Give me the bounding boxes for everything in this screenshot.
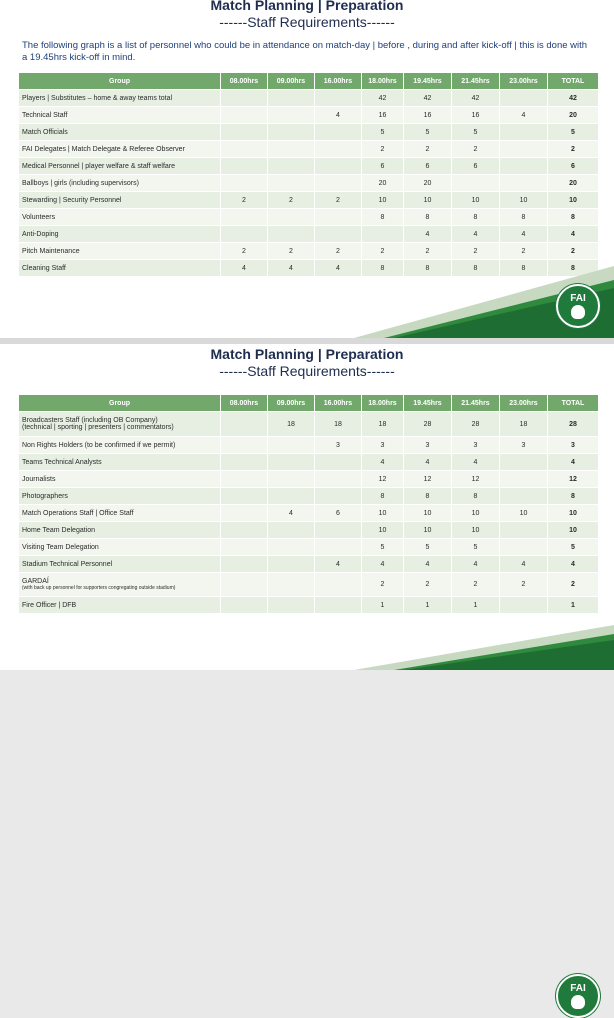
- cell-value: [221, 124, 268, 141]
- cell-value: 28: [452, 412, 500, 437]
- row-group-label: Stadium Technical Personnel: [19, 556, 221, 573]
- cell-value: [500, 488, 548, 505]
- row-total: 8: [548, 260, 599, 277]
- cell-value: [268, 556, 315, 573]
- cell-value: 4: [500, 226, 548, 243]
- cell-value: [268, 107, 315, 124]
- cell-value: [315, 573, 362, 597]
- cell-value: [500, 539, 548, 556]
- column-header: 09.00hrs: [268, 73, 315, 90]
- row-group-label: Anti-Doping: [19, 226, 221, 243]
- cell-value: 5: [362, 124, 404, 141]
- cell-value: 10: [362, 192, 404, 209]
- cell-value: 4: [221, 260, 268, 277]
- cell-value: 18: [500, 412, 548, 437]
- column-header: 08.00hrs: [221, 73, 268, 90]
- cell-value: 2: [362, 573, 404, 597]
- cell-value: [500, 141, 548, 158]
- cell-value: 8: [452, 260, 500, 277]
- cell-value: 4: [404, 226, 452, 243]
- cell-value: 2: [221, 243, 268, 260]
- cell-value: [315, 158, 362, 175]
- table-row: [19, 488, 599, 505]
- cell-value: 42: [362, 90, 404, 107]
- table-row: [19, 573, 599, 597]
- cell-value: 42: [404, 90, 452, 107]
- column-header: 21.45hrs: [452, 395, 500, 412]
- cell-value: 4: [500, 556, 548, 573]
- row-total: 10: [548, 192, 599, 209]
- cell-value: 4: [404, 454, 452, 471]
- slide-title: Match Planning | Preparation: [210, 0, 404, 13]
- cell-value: 10: [404, 505, 452, 522]
- cell-value: 5: [452, 539, 500, 556]
- cell-value: [268, 471, 315, 488]
- table-row: [19, 454, 599, 471]
- cell-value: 3: [404, 437, 452, 454]
- cell-value: [221, 505, 268, 522]
- cell-value: [268, 90, 315, 107]
- staff-table-2: [18, 394, 599, 614]
- cell-value: 2: [452, 243, 500, 260]
- cell-value: [452, 175, 500, 192]
- cell-value: [221, 454, 268, 471]
- cell-value: 2: [452, 573, 500, 597]
- cell-value: 8: [362, 260, 404, 277]
- cell-value: 4: [452, 226, 500, 243]
- cell-value: [268, 158, 315, 175]
- cell-value: 1: [452, 597, 500, 614]
- column-header: 09.00hrs: [268, 395, 315, 412]
- cell-value: 4: [362, 454, 404, 471]
- cell-value: 4: [452, 454, 500, 471]
- column-header: 18.00hrs: [362, 395, 404, 412]
- row-group-label: Journalists: [19, 471, 221, 488]
- row-total: 4: [548, 226, 599, 243]
- cell-value: [500, 124, 548, 141]
- table-row: [19, 471, 599, 488]
- cell-value: 6: [404, 158, 452, 175]
- cell-value: 3: [500, 437, 548, 454]
- cell-value: 8: [404, 488, 452, 505]
- cell-value: [315, 597, 362, 614]
- table-row: [19, 437, 599, 454]
- table-row: [19, 505, 599, 522]
- table-row: [19, 539, 599, 556]
- cell-value: [362, 226, 404, 243]
- row-group-label: Players | Substitutes – home & away teams total: [19, 90, 221, 107]
- table-row: [19, 556, 599, 573]
- cell-value: [221, 412, 268, 437]
- row-total: 5: [548, 124, 599, 141]
- logo-text: FAI: [570, 293, 586, 304]
- column-header: 16.00hrs: [315, 73, 362, 90]
- cell-value: 20: [404, 175, 452, 192]
- cell-value: [221, 209, 268, 226]
- cell-value: 8: [500, 260, 548, 277]
- logo-text: FAI: [570, 983, 586, 994]
- cell-value: [315, 141, 362, 158]
- cell-value: 12: [404, 471, 452, 488]
- row-total: 3: [548, 437, 599, 454]
- cell-value: 10: [404, 192, 452, 209]
- cell-value: [315, 226, 362, 243]
- table-row: [19, 175, 599, 192]
- cell-value: [315, 522, 362, 539]
- cell-value: 4: [500, 107, 548, 124]
- cell-value: [268, 597, 315, 614]
- column-header: 23.00hrs: [500, 395, 548, 412]
- cell-value: 10: [500, 192, 548, 209]
- row-group-label: Visiting Team Delegation: [19, 539, 221, 556]
- row-group-label: Pitch Maintenance: [19, 243, 221, 260]
- column-header: TOTAL: [548, 395, 599, 412]
- row-group-label: GARDAÍ (with back up personnel for supporters congregating outside stadium): [19, 573, 221, 597]
- cell-value: 18: [268, 412, 315, 437]
- cell-value: 5: [362, 539, 404, 556]
- cell-value: [221, 141, 268, 158]
- cell-value: [221, 107, 268, 124]
- cell-value: [315, 539, 362, 556]
- cell-value: 10: [362, 505, 404, 522]
- cell-value: 10: [404, 522, 452, 539]
- row-total: 10: [548, 522, 599, 539]
- table-row: [19, 90, 599, 107]
- cell-value: 2: [315, 192, 362, 209]
- staff-table-1: [18, 72, 599, 277]
- cell-value: [221, 597, 268, 614]
- row-group-label: Match Officials: [19, 124, 221, 141]
- cell-value: [268, 141, 315, 158]
- cell-value: 8: [500, 209, 548, 226]
- cell-value: 16: [362, 107, 404, 124]
- row-group-label: Fire Officer | DFB: [19, 597, 221, 614]
- cell-value: 2: [268, 243, 315, 260]
- cell-value: [315, 175, 362, 192]
- cell-value: 2: [315, 243, 362, 260]
- row-group-label-line: Broadcasters Staff (including OB Company): [22, 417, 158, 424]
- column-header-group: Group: [19, 395, 221, 412]
- row-group-label: Volunteers: [19, 209, 221, 226]
- cell-value: 2: [362, 243, 404, 260]
- cell-value: [268, 539, 315, 556]
- column-header: 23.00hrs: [500, 73, 548, 90]
- cell-value: 10: [362, 522, 404, 539]
- table-row: [19, 192, 599, 209]
- table-row: [19, 243, 599, 260]
- cell-value: 10: [452, 192, 500, 209]
- cell-value: 4: [362, 556, 404, 573]
- garda-note: (with back up personnel for supporters congregating outside stadium): [22, 585, 176, 591]
- cell-value: [268, 124, 315, 141]
- cell-value: [500, 454, 548, 471]
- column-header: 08.00hrs: [221, 395, 268, 412]
- row-total: 4: [548, 454, 599, 471]
- cell-value: [500, 471, 548, 488]
- cell-value: [268, 488, 315, 505]
- row-group-label: Cleaning Staff: [19, 260, 221, 277]
- cell-value: 18: [362, 412, 404, 437]
- cell-value: 12: [452, 471, 500, 488]
- cell-value: [268, 175, 315, 192]
- swoosh-decoration: [354, 620, 614, 670]
- cell-value: [315, 488, 362, 505]
- column-header: 19.45hrs: [404, 73, 452, 90]
- cell-value: 8: [404, 209, 452, 226]
- cell-value: 8: [452, 209, 500, 226]
- fai-crest-icon: [556, 284, 600, 328]
- cell-value: 42: [452, 90, 500, 107]
- row-total: 10: [548, 505, 599, 522]
- cell-value: [500, 158, 548, 175]
- column-header: TOTAL: [548, 73, 599, 90]
- cell-value: [500, 175, 548, 192]
- cell-value: 2: [404, 573, 452, 597]
- column-header: 16.00hrs: [315, 395, 362, 412]
- cell-value: 10: [500, 505, 548, 522]
- row-group-label: Teams Technical Analysts: [19, 454, 221, 471]
- cell-value: [315, 471, 362, 488]
- cell-value: 2: [404, 243, 452, 260]
- cell-value: [268, 454, 315, 471]
- table-row: [19, 209, 599, 226]
- cell-value: [500, 90, 548, 107]
- cell-value: [221, 90, 268, 107]
- cell-value: 4: [315, 107, 362, 124]
- table-row: [19, 124, 599, 141]
- table-row: [19, 226, 599, 243]
- cell-value: 2: [362, 141, 404, 158]
- cell-value: [268, 437, 315, 454]
- cell-value: 4: [315, 556, 362, 573]
- cell-value: [221, 488, 268, 505]
- cell-value: 3: [362, 437, 404, 454]
- cell-value: 3: [452, 437, 500, 454]
- row-total: 1: [548, 597, 599, 614]
- cell-value: [500, 522, 548, 539]
- cell-value: 4: [268, 260, 315, 277]
- row-total: 42: [548, 90, 599, 107]
- column-header-group: Group: [19, 73, 221, 90]
- cell-value: [221, 539, 268, 556]
- cell-value: 5: [404, 124, 452, 141]
- row-group-label: Home Team Delegation: [19, 522, 221, 539]
- row-group-label: [19, 412, 221, 437]
- cell-value: [268, 209, 315, 226]
- cell-value: 1: [362, 597, 404, 614]
- cell-value: 6: [362, 158, 404, 175]
- cell-value: 2: [452, 141, 500, 158]
- cell-value: [221, 437, 268, 454]
- cell-value: 4: [315, 260, 362, 277]
- fai-crest-icon: [556, 974, 600, 1018]
- cell-value: 6: [315, 505, 362, 522]
- row-group-label: Stewarding | Security Personnel: [19, 192, 221, 209]
- table-row: [19, 107, 599, 124]
- row-total: 28: [548, 412, 599, 437]
- slide-subtitle: ------Staff Requirements------: [219, 14, 395, 30]
- column-header: 19.45hrs: [404, 395, 452, 412]
- cell-value: 6: [452, 158, 500, 175]
- slide-subtitle: ------Staff Requirements------: [219, 363, 395, 379]
- row-group-label-line: (technical | sporting | presenters | commentators): [22, 424, 174, 431]
- cell-value: [268, 522, 315, 539]
- cell-value: 12: [362, 471, 404, 488]
- row-total: 2: [548, 243, 599, 260]
- cell-value: 4: [452, 556, 500, 573]
- table-row: [19, 141, 599, 158]
- cell-value: 10: [452, 505, 500, 522]
- row-total: 20: [548, 175, 599, 192]
- cell-value: 1: [404, 597, 452, 614]
- cell-value: 2: [221, 192, 268, 209]
- row-total: 6: [548, 158, 599, 175]
- cell-value: 18: [315, 412, 362, 437]
- cell-value: [221, 226, 268, 243]
- cell-value: [500, 597, 548, 614]
- cell-value: 28: [404, 412, 452, 437]
- cell-value: 8: [404, 260, 452, 277]
- cell-value: 5: [452, 124, 500, 141]
- row-total: 4: [548, 556, 599, 573]
- table-row: [19, 412, 599, 437]
- row-group-label: Match Operations Staff | Office Staff: [19, 505, 221, 522]
- cell-value: [315, 209, 362, 226]
- row-total: 2: [548, 141, 599, 158]
- cell-value: 20: [362, 175, 404, 192]
- cell-value: [221, 522, 268, 539]
- row-total: 20: [548, 107, 599, 124]
- cell-value: [221, 556, 268, 573]
- slide-1: [0, 0, 614, 338]
- row-group-label: FAI Delegates | Match Delegate & Referee Observer: [19, 141, 221, 158]
- cell-value: 2: [404, 141, 452, 158]
- row-group-label: Technical Staff: [19, 107, 221, 124]
- cell-value: 10: [452, 522, 500, 539]
- column-header: 18.00hrs: [362, 73, 404, 90]
- cell-value: 4: [404, 556, 452, 573]
- cell-value: [221, 158, 268, 175]
- cell-value: 16: [404, 107, 452, 124]
- cell-value: 16: [452, 107, 500, 124]
- cell-value: 8: [362, 488, 404, 505]
- cell-value: [268, 226, 315, 243]
- row-group-label: Medical Personnel | player welfare & staff welfare: [19, 158, 221, 175]
- cell-value: 2: [500, 243, 548, 260]
- cell-value: [315, 454, 362, 471]
- cell-value: 2: [268, 192, 315, 209]
- row-total: 12: [548, 471, 599, 488]
- row-total: 8: [548, 488, 599, 505]
- row-total: 5: [548, 539, 599, 556]
- row-group-label: Ballboys | girls (including supervisors): [19, 175, 221, 192]
- cell-value: [268, 573, 315, 597]
- cell-value: [221, 573, 268, 597]
- row-total: 8: [548, 209, 599, 226]
- table-row: [19, 597, 599, 614]
- row-group-label: Photographers: [19, 488, 221, 505]
- cell-value: 5: [404, 539, 452, 556]
- table-row: [19, 158, 599, 175]
- table-row: [19, 522, 599, 539]
- slide-title: Match Planning | Preparation: [210, 346, 404, 362]
- cell-value: [315, 124, 362, 141]
- cell-value: 4: [268, 505, 315, 522]
- cell-value: [315, 90, 362, 107]
- column-header: 21.45hrs: [452, 73, 500, 90]
- row-total: 2: [548, 573, 599, 597]
- cell-value: 8: [362, 209, 404, 226]
- cell-value: 2: [500, 573, 548, 597]
- cell-value: [221, 175, 268, 192]
- cell-value: [221, 471, 268, 488]
- cell-value: 8: [452, 488, 500, 505]
- cell-value: 3: [315, 437, 362, 454]
- intro-text: The following graph is a list of personnel who could be in attendance on match-day | before , during and after kick-off | this is done with a 19.45hrs kick-off in mind.: [22, 40, 588, 63]
- row-group-label: Non Rights Holders (to be confirmed if we permit): [19, 437, 221, 454]
